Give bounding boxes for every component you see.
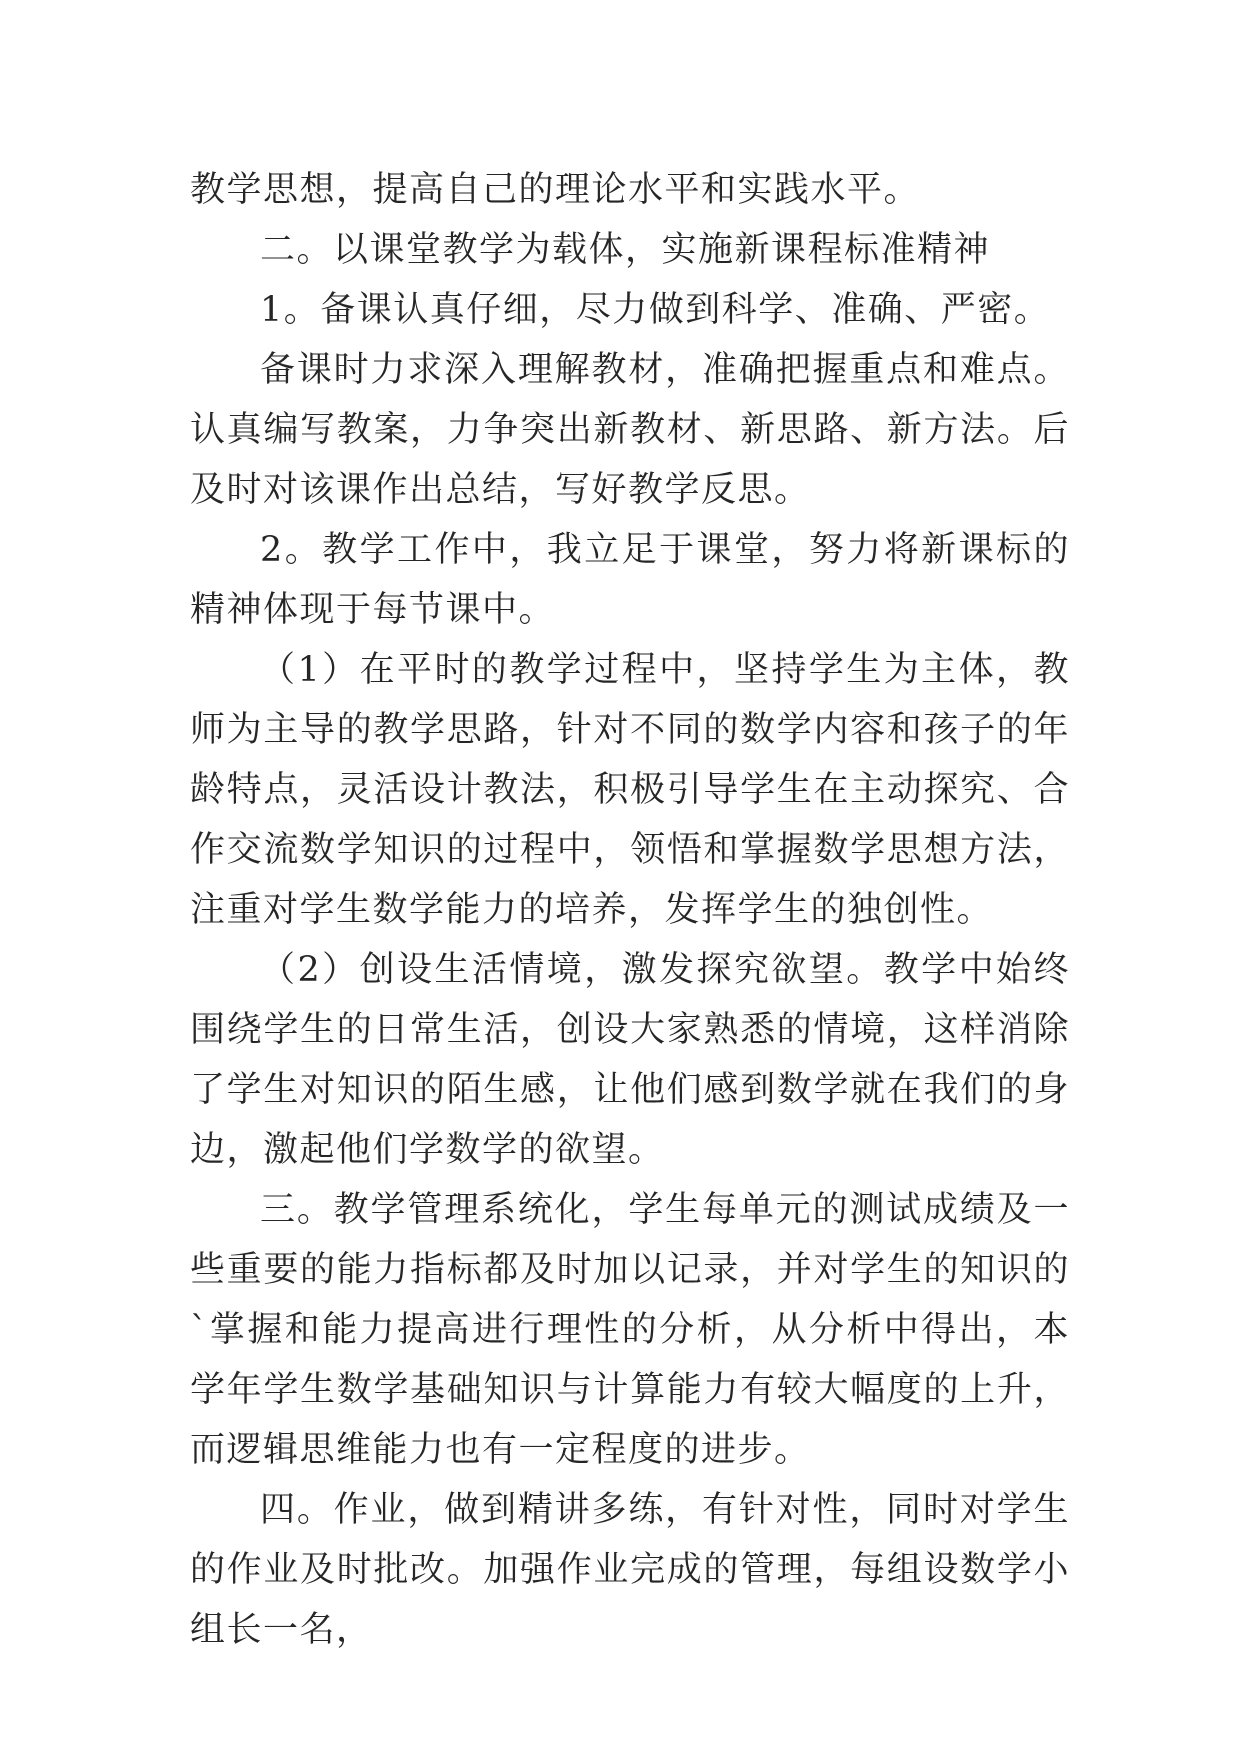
paragraph-item-1: （1）在平时的教学过程中，坚持学生为主体，教师为主导的教学思路，针对不同的数学内容和孩子的年龄特点，灵活设计教法，积极引导学生在主动探究、合作交流数学知识的过程中，领悟和掌握数学思想方法，注重对学生数学能力的培养，发挥学生的独创性。 — [190, 650, 1070, 930]
paragraph-item-2: （2）创设生活情境，激发探究欲望。教学中始终围绕学生的日常生活，创设大家熟悉的情境，这样消除了学生对知识的陌生感，让他们感到数学就在我们的身边，激起他们学数学的欲望。 — [190, 950, 1070, 1170]
section-heading-three: 三。教学管理系统化，学生每单元的测试成绩及一些重要的能力指标都及时加以记录，并对学生的知识的`掌握和能力提高进行理性的分析，从分析中得出，本学年学生数学基础知识与计算能力有较大幅度的上升，而逻辑思维能力也有一定程度的进步。 — [190, 1190, 1070, 1470]
document-body — [190, 160, 1070, 1660]
paragraph-lesson-prep: 备课时力求深入理解教材，准确把握重点和难点。认真编写教案，力争突出新教材、新思路、新方法。后及时对该课作出总结，写好教学反思。 — [190, 350, 1070, 510]
paragraph-continuation: 教学思想，提高自己的理论水平和实践水平。 — [190, 170, 921, 210]
subheading-classroom: 2。教学工作中，我立足于课堂，努力将新课标的精神体现于每节课中。 — [190, 530, 1070, 630]
section-heading-four: 四。作业，做到精讲多练，有针对性，同时对学生的作业及时批改。加强作业完成的管理，每组设数学小组长一名， — [190, 1490, 1070, 1650]
subheading-lesson-prep: 1。备课认真仔细，尽力做到科学、准确、严密。 — [260, 290, 1051, 330]
section-heading-two: 二。以课堂教学为载体，实施新课程标准精神 — [260, 230, 991, 270]
